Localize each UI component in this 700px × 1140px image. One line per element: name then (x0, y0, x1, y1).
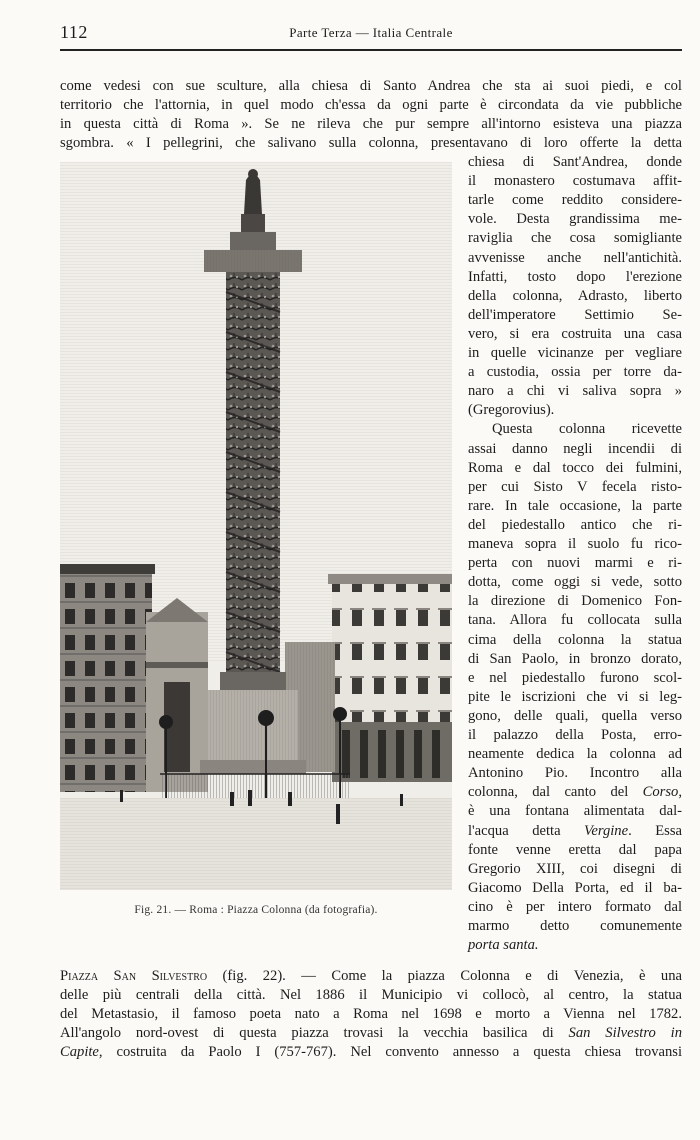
column-line: Giacomo Della Porta, ed il ba- (468, 879, 682, 896)
column-line: colonna, dal canto del Corso, (468, 784, 682, 801)
column-line: porta santa. (468, 937, 539, 954)
column-line: Roma e dal tocco dei fulmini, (468, 459, 682, 476)
column-line: (Gregorovius). (468, 402, 555, 419)
figure-caption: Fig. 21. — Roma : Piazza Colonna (da fotografia). (134, 904, 378, 916)
column-line: perta con nuovi marmi e ri- (468, 555, 682, 572)
column-engraving-image (60, 162, 452, 890)
column-line: maneva sopra il suolo fu rico- (468, 536, 682, 552)
top-line: in questa città di Roma ». Se ne rileva che pur sempre all'intorno esisteva una piazza (60, 116, 682, 132)
column-line: raviglia che cosa somigliante (468, 230, 682, 247)
column-line: di San Paolo, in bronzo dorato, (468, 650, 682, 667)
page-header (60, 22, 682, 42)
column-line: Gregorio XIII, coi disegni di (468, 860, 682, 877)
column-line: la direzione di Domenico Fon- (468, 593, 682, 610)
church-name-italic-2: Capite (60, 1044, 99, 1060)
section-heading: Piazza San Silvestro (60, 968, 208, 984)
column-line: Questa colonna ricevette (492, 421, 682, 438)
italic-word: Corso (642, 784, 679, 801)
header-rule (60, 49, 682, 51)
column-line: per cui Sisto V fecela risto- (468, 478, 682, 495)
column-line: assai danno negli incendii di (468, 440, 682, 457)
column-line: rare. In tale occasione, la parte (468, 497, 682, 514)
bottom-line-2: delle più centrali della città. Nel 1886 il Municipio vi collocò, al centro, la statua (60, 987, 682, 1003)
top-line: sgombra. « I pellegrini, che salivano sulla colonna, presentavano di loro offerte la detta (60, 135, 682, 151)
bottom-line-1 (60, 967, 682, 986)
column-line: Antonino Pio. Incontro alla (468, 765, 682, 782)
column-line: tarle come reddito considere- (468, 192, 682, 209)
column-line: a custodia, ossia per torre da- (468, 364, 682, 381)
column-line: è una fontana alimentata dal- (468, 803, 682, 820)
column-line: gono, delle quali, quella verso (468, 707, 682, 724)
bottom-line-5-rest: , costruita da Paolo I (757-767). Nel convento annesso a questa chiesa trovansi (98, 1044, 682, 1060)
column-line: avvenisse anche nell'antichità. (468, 249, 682, 266)
page-number: 112 (60, 22, 88, 42)
column-line: il monastero costumava affit- (468, 173, 682, 190)
running-title: Parte Terza — Italia Centrale (289, 25, 453, 40)
column-line: neamente dedica la colonna ad (468, 746, 682, 763)
column-line: naro a chi vi saliva sopra » (468, 383, 682, 400)
column-line: pite le iscrizioni che vi si leg- (468, 688, 682, 705)
column-line: il palazzo della Posta, erro- (468, 727, 682, 743)
top-line: come vedesi con sue sculture, alla chiesa di Santo Andrea che sta ai suoi piedi, e col (60, 78, 682, 94)
column-line: della colonna, Adrasto, liberto (468, 287, 682, 304)
column-line: e nel piedestallo furono scol- (468, 669, 682, 686)
bottom-line-4-text: All'angolo nord-ovest di questa piazza trovasi la vecchia basilica di (60, 1025, 569, 1041)
italic-word: Vergine (584, 822, 629, 839)
column-line: del piedestallo antico che ri- (468, 516, 682, 533)
column-line: tana. Allora fu collocata sulla (468, 612, 682, 629)
column-line: in quelle vicinanze per vegliare (468, 345, 682, 361)
column-line: marmo detto comunemente (468, 918, 682, 934)
column-line: Infatti, tosto dopo l'erezione (468, 268, 682, 285)
church-name-italic: San Silvestro in (568, 1025, 682, 1041)
bottom-line-1-rest: (fig. 22). — Come la piazza Colonna e di Venezia, è una (207, 968, 682, 984)
column-line: l'acqua detta Vergine. Essa (468, 822, 682, 839)
bottom-line-5 (60, 1043, 682, 1062)
bottom-line-3: del Metastasio, il famoso poeta nato a Roma nel 1698 e morto a Vienna nel 1782. (60, 1006, 682, 1022)
bottom-line-4 (60, 1024, 682, 1043)
column-line: vole. Desta grandissima me- (468, 211, 682, 228)
column-line: cima della colonna la statua (468, 631, 682, 648)
column-line: fonte venne eretta dal papa (468, 841, 682, 858)
column-line: dell'imperatore Settimio Se- (468, 306, 682, 323)
column-line: vero, si era costruita una casa (468, 325, 682, 342)
column-line: chiesa di Sant'Andrea, donde (468, 154, 682, 170)
column-line: dotta, come oggi si vede, sotto (468, 574, 682, 591)
column-line: cino è per intero formato dal (468, 898, 682, 915)
top-line: territorio che l'attornia, in quel modo ch'essa da ogni parte è circondata da vie pubbliche (60, 97, 682, 113)
